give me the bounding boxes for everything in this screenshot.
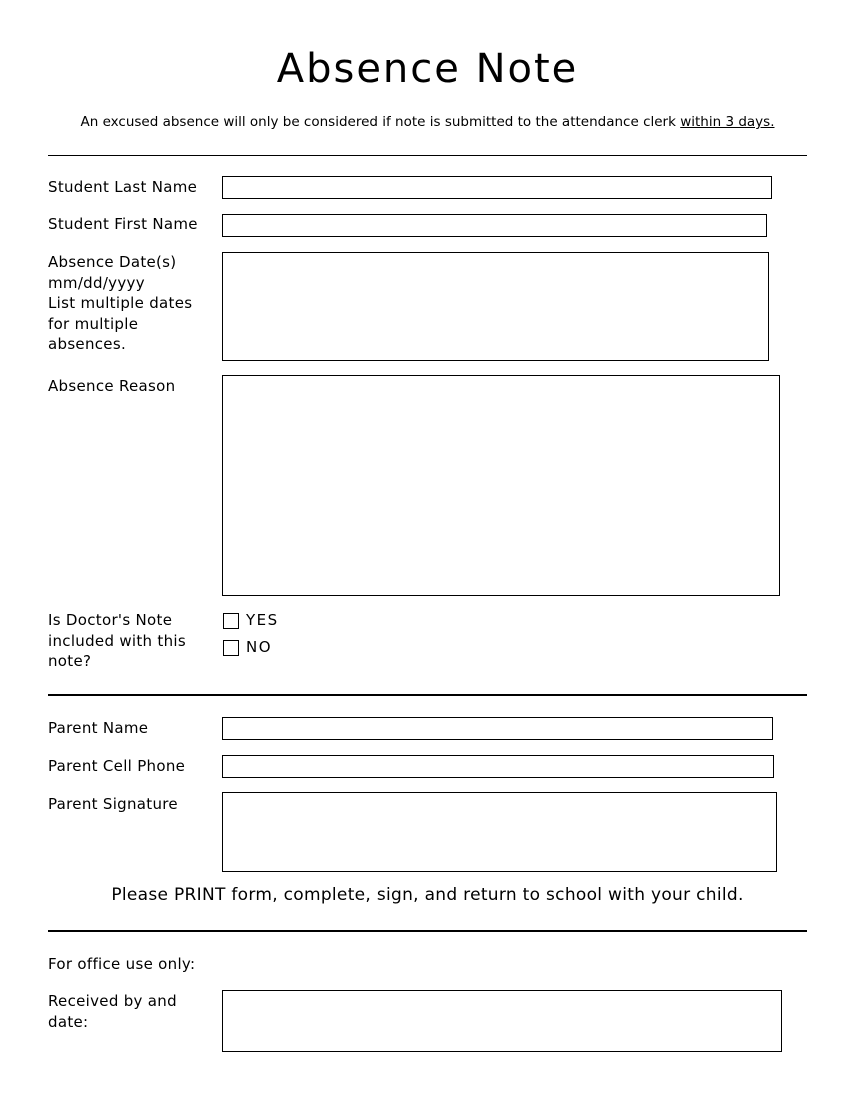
received-by-label xyxy=(48,991,208,1032)
doctor-note-label-line: note? xyxy=(48,652,92,670)
absence-dates-label xyxy=(48,252,208,355)
submission-notice-text: An excused absence will only be considered if note is submitted to the attendance clerk xyxy=(80,114,681,130)
doctor-note-label-line: included with this xyxy=(48,631,186,650)
page-title: Absence Note xyxy=(276,46,579,92)
submission-notice xyxy=(0,114,855,130)
print-instructions: Please PRINT form, complete, sign, and return to school with your child. xyxy=(111,885,744,905)
absence-dates-input[interactable] xyxy=(222,252,769,361)
absence-dates-label-line: mm/dd/yyyy xyxy=(48,273,145,292)
parent-section-divider xyxy=(48,694,807,696)
absence-reason-input[interactable] xyxy=(222,375,780,596)
received-by-label-line: Received by and xyxy=(48,992,177,1010)
doctor-note-label-line: Is Doctor's Note xyxy=(48,611,173,629)
parent-phone-input[interactable] xyxy=(222,755,774,778)
doctor-note-yes-label: YES xyxy=(246,611,279,629)
received-by-label-line: date: xyxy=(48,1012,89,1031)
doctor-note-label xyxy=(48,610,208,672)
office-section-divider xyxy=(48,930,807,932)
received-by-input[interactable] xyxy=(222,990,782,1052)
student-first-name-input[interactable] xyxy=(222,214,767,237)
submission-deadline: within 3 days. xyxy=(680,114,775,130)
parent-name-input[interactable] xyxy=(222,717,773,740)
absence-reason-label: Absence Reason xyxy=(48,377,176,395)
parent-name-label: Parent Name xyxy=(48,719,149,737)
doctor-note-yes-checkbox[interactable] xyxy=(223,613,239,629)
student-last-name-label: Student Last Name xyxy=(48,178,198,196)
header-divider xyxy=(48,155,807,156)
doctor-note-no-label: NO xyxy=(246,638,273,656)
doctor-note-no-checkbox[interactable] xyxy=(223,640,239,656)
absence-dates-label-line: Absence Date(s) xyxy=(48,253,177,271)
absence-dates-label-line: List multiple dates xyxy=(48,294,193,312)
office-use-heading: For office use only: xyxy=(48,955,196,973)
student-first-name-label: Student First Name xyxy=(48,215,198,233)
student-last-name-input[interactable] xyxy=(222,176,772,199)
parent-signature-input[interactable] xyxy=(222,792,777,872)
parent-phone-label: Parent Cell Phone xyxy=(48,757,186,775)
absence-dates-label-line: for multiple xyxy=(48,314,139,333)
absence-dates-label-line: absences. xyxy=(48,335,127,353)
parent-signature-label: Parent Signature xyxy=(48,795,178,813)
